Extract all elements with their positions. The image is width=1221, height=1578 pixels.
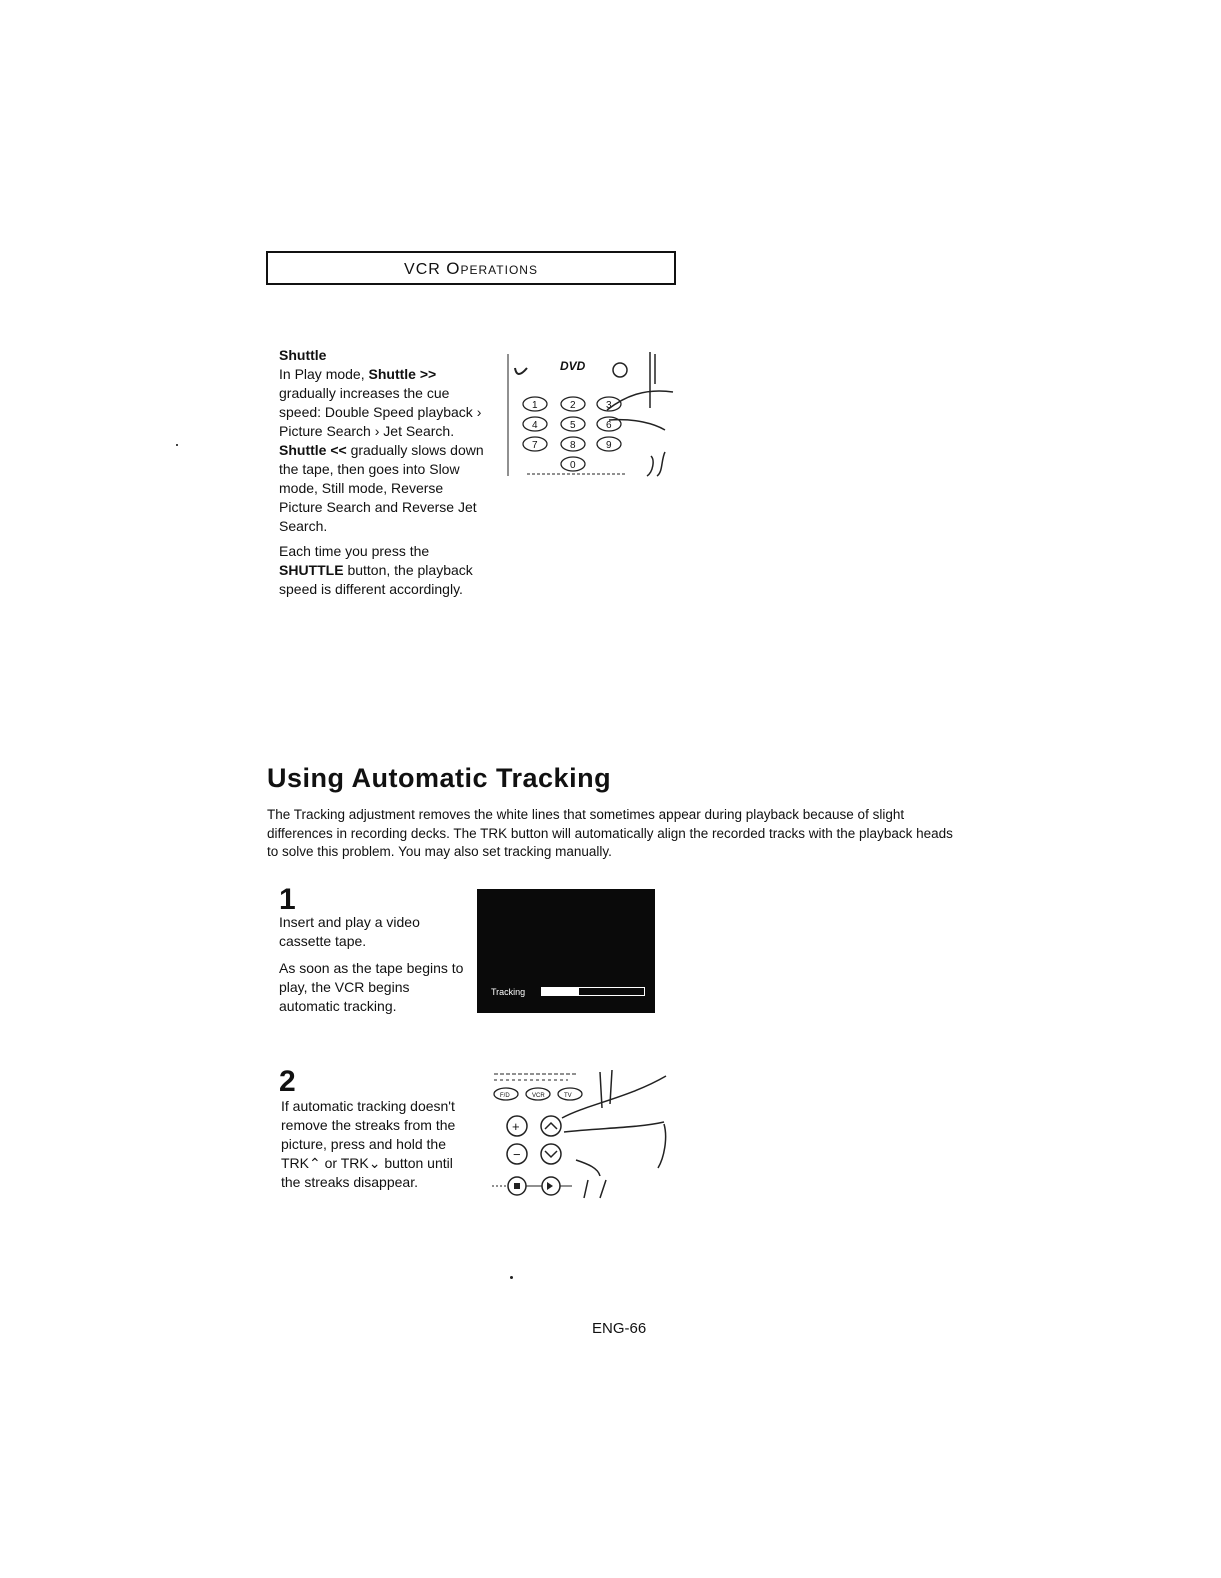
tracking-level-fill: [542, 988, 579, 995]
header-title-first: VCR: [404, 261, 447, 278]
text-run: gradually increases the cue speed: Double Speed playback: [279, 385, 477, 420]
step-1-paragraph-1: Insert and play a video cassette tape.: [279, 914, 420, 949]
chevron-up-icon: [545, 1123, 557, 1129]
text-run: Each time you press the: [279, 543, 430, 559]
shuttle-paragraph-note: [279, 542, 489, 599]
shuttle-heading: Shuttle: [279, 347, 327, 363]
number-key-label: 3: [606, 400, 612, 411]
plus-icon: +: [512, 1119, 520, 1134]
number-key-label: 6: [606, 420, 612, 431]
text-run: If automatic tracking doesn't remove the streaks from the picture, press and hold the: [281, 1098, 456, 1152]
header-title-rest: PERATIONS: [460, 263, 538, 277]
hand-pointer-icon: [607, 391, 673, 476]
arrow-glyph: ›: [476, 404, 482, 420]
text-run: button until the streaks disappear.: [281, 1155, 453, 1190]
number-key-label: 8: [570, 440, 576, 451]
number-keys: [523, 397, 621, 471]
text-run: In Play mode,: [279, 366, 369, 382]
number-key-label: 7: [532, 440, 538, 451]
mode-button-label: VCR: [532, 1093, 545, 1099]
section-header-title: [268, 259, 674, 279]
eject-button-icon: [613, 363, 627, 377]
trk-up-icon: ⌃: [309, 1155, 321, 1171]
trk-up-label: TRK: [281, 1155, 309, 1171]
play-icon: [547, 1182, 553, 1190]
step-1-paragraph-2: As soon as the tape begins to play, the VCR begins automatic tracking.: [279, 960, 464, 1014]
step-1-number: 1: [279, 883, 296, 916]
text-run: Jet Search.: [379, 423, 455, 439]
trk-up-button: [541, 1116, 561, 1136]
shuttle-description: [279, 346, 489, 599]
dvd-logo: DVD: [560, 359, 586, 373]
text-run: Picture Search: [279, 423, 375, 439]
step-2-text: [281, 1097, 471, 1192]
number-key-label: 4: [532, 420, 538, 431]
arrow-glyph: ›: [374, 423, 380, 439]
trk-down-button: [541, 1144, 561, 1164]
section-title: Using Automatic Tracking: [267, 763, 612, 793]
mode-button-label: F/D: [500, 1093, 510, 1099]
shuttle-paragraph-forward: [279, 365, 489, 441]
section-header-box: [266, 251, 676, 285]
trk-down-icon: ⌄: [368, 1155, 381, 1171]
text-run: gradually slows down the tape, then goes into Slow mode, Still mode, Reverse Picture Search and Reverse Jet Search.: [279, 442, 484, 534]
number-key-label: 9: [606, 440, 612, 451]
section-intro: The Tracking adjustment removes the white lines that sometimes appear during playback because of slight differences in recording decks. The TRK button will automatically align the recorded tracks with the playback heads to solve this problem. You may also set tracking manually.: [267, 807, 953, 859]
mode-button-label: TV: [564, 1093, 572, 1099]
chevron-down-icon: [545, 1151, 557, 1157]
text-run: button, the playback speed is different accordingly.: [279, 562, 473, 597]
power-button-icon: [515, 368, 527, 374]
text-run-bold: Shuttle <<: [279, 442, 347, 458]
tracking-level-bar: [541, 987, 645, 996]
tv-screen-tracking: [477, 889, 655, 1013]
minus-icon: −: [513, 1147, 521, 1162]
step-2-number: 2: [279, 1065, 296, 1098]
number-key-label: 1: [532, 400, 538, 411]
trk-down-label: TRK: [340, 1155, 369, 1171]
mode-buttons: [494, 1088, 582, 1100]
text-run: or: [320, 1155, 341, 1171]
text-run-bold: SHUTTLE: [279, 562, 344, 578]
page-number: ENG-66: [592, 1320, 647, 1337]
number-key-label: 2: [570, 400, 576, 411]
header-title-cap: O: [446, 259, 461, 278]
shuttle-paragraph-reverse: [279, 441, 489, 536]
number-key-label: 5: [570, 420, 576, 431]
text-run-bold: Shuttle >>: [368, 366, 437, 382]
tracking-label: Tracking: [491, 987, 526, 997]
remote-trk-illustration: [488, 1068, 678, 1200]
number-key-label: 0: [570, 460, 576, 471]
step-1-text: [279, 913, 469, 1016]
stop-icon: [514, 1183, 520, 1189]
stray-mark: [176, 444, 178, 446]
remote-keypad-illustration: [505, 348, 675, 480]
stray-dot: [510, 1276, 513, 1279]
